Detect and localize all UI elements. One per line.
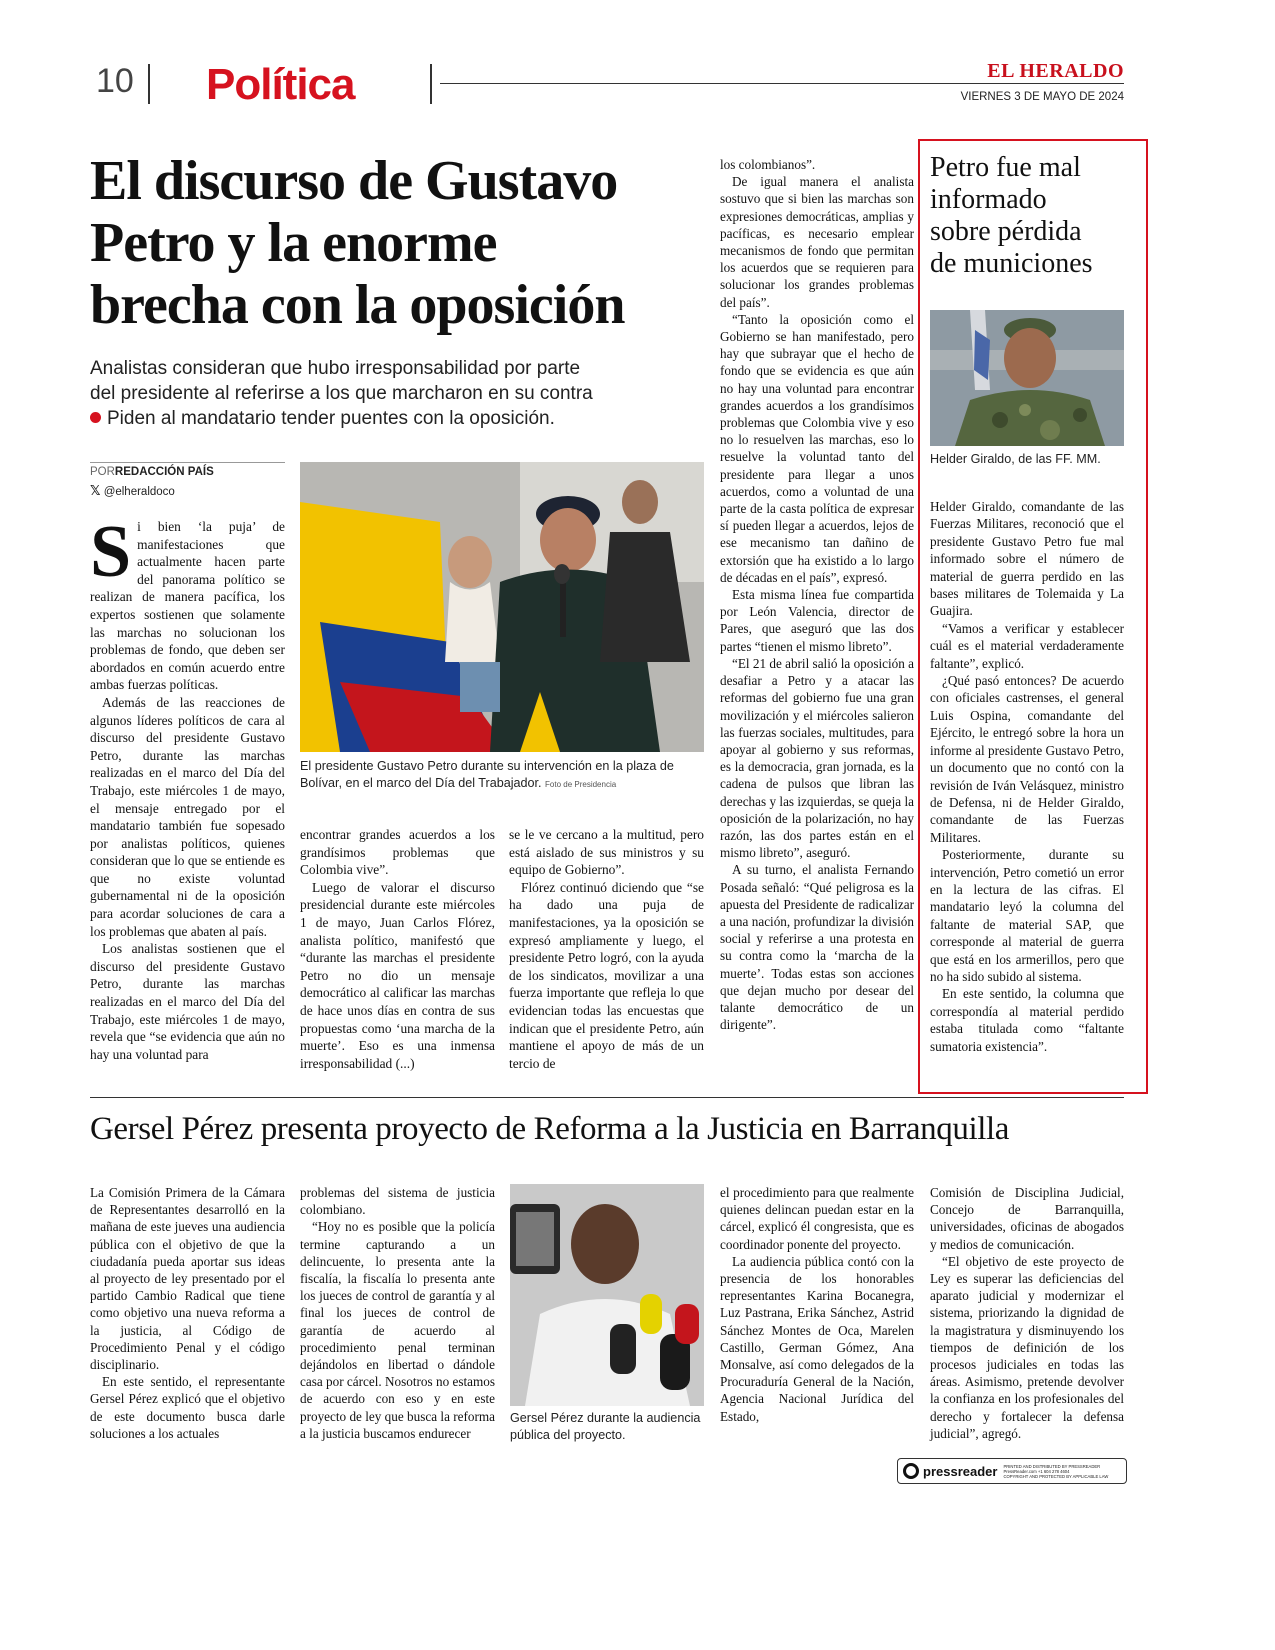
second-col-2: problemas del sistema de justicia colombiano. “Hoy no es posible que la policía termine capturando a un delincuente, lo presenta ante la fiscalía, la fiscalía lo presenta ante los jueces de control de garantía y al final los jueces de control de garantía de acuerdo al procedimiento penal terminan dejándolos en libertad o dándole casa por cárcel. Nosotros no estamos de acuerdo con eso y en este proyecto de ley que busca la reforma a la justicia buscamos endurecer [300, 1185, 495, 1441]
gersel-photo-illustration [510, 1184, 704, 1406]
pressreader-wordmark: pressreader [923, 1463, 998, 1479]
sidebar-body: Helder Giraldo, comandante de las Fuerzas Militares, reconoció que el presidente Gustavo Petro fue mal informado sobre el número de material de guerra perdido en las bases militares de Tolemaida y La Guajira. “Vamos a verificar y establecer cuál es el material verdaderamente faltante”, explicó. ¿Qué pasó entonces? De acuerdo con oficiales castrenses, el general Luis Ospina, comandante del Ejército, le entregó sobre la hora un informe al presidente Gustavo Petro, un documento que no contó con la revisión de Iván Velásquez, ministro de Defensa, ni de Helder Giraldo, comandante de las Fuerzas Militares. Posteriormente, durante su intervención, Petro cometió un error en la lectura de las cifras. El mandatario leyó la columna del faltante de material SAP, que corresponde al material de guerra que está en los armerillos, pero que no ha sido subido al sistema. En este sentido, la columna que correspondía al material perdido estaba titulada como “faltante sumatoria existencia”. [930, 499, 1124, 1054]
byline-x-handle[interactable] [90, 483, 175, 499]
petro-photo-illustration [300, 462, 704, 752]
second-col-1: La Comisión Primera de la Cámara de Representantes desarrolló en la mañana de este jueves una audiencia pública con el objetivo de que la ciudadanía pueda aportar sus ideas al proyecto de ley presentado por el partido Cambio Radical que tiene como objetivo una nueva reforma a la justicia, al Código de Procedimiento Penal y el código disciplinario. En este sentido, el representante Gersel Pérez explicó que el objetivo de este documento busca darle soluciones a los actuales [90, 1185, 285, 1441]
main-headline: El discurso de Gustavo Petro y la enorme brecha con la oposición [90, 150, 625, 336]
section-rule [90, 1097, 1124, 1098]
header-rule [440, 83, 1124, 84]
second-headline: Gersel Pérez presenta proyecto de Reforma a la Justicia en Barranquilla [90, 1111, 1010, 1147]
gersel-perez-photo [510, 1184, 704, 1406]
x-logo-icon: 𝕏 [90, 483, 101, 498]
second-col-5: Comisión de Disciplina Judicial, Concejo de Barranquilla, universidades, oficinas de abogados y medios de comunicación. “El objetivo de este proyecto de Ley es superar las deficiencias del aparato judicial y modernizar el sistema, priorizando la dignidad de la magistratura y disminuyendo los tiempos de definición de los procesos judiciales en todas las áreas. Asimismo, pretende devolver la confianza en los profesionales del derecho y fortalecer la defensa judicial”, agregó. [930, 1185, 1124, 1441]
helder-photo-illustration [930, 310, 1124, 446]
photo-credit: Foto de Presidencia [545, 780, 617, 789]
pressreader-badge[interactable] [897, 1458, 1127, 1484]
page-number: 10 [96, 62, 134, 100]
header-divider-2 [430, 64, 432, 104]
second-photo-caption: Gersel Pérez durante la audiencia pública del proyecto. [510, 1411, 701, 1442]
main-col-2: encontrar grandes acuerdos a los grandísimos problemas que Colombia vive”. Luego de valorar el discurso presidencial durante este miércoles 1 de mayo, Juan Carlos Flórez, analista político, manifestó que “durante las marchas el presidente Petro no dio un mensaje democrático al calificar las marchas de hace unos días en contra de sus propuestas como ‘una marcha de la muerte’. Eso es una inmensa irresponsabilidad (...) [300, 827, 495, 1071]
byline [90, 466, 285, 478]
drop-cap: S [90, 511, 132, 593]
bullet-icon [90, 412, 101, 423]
header-divider-1 [148, 64, 150, 104]
deck-bullet-text: Piden al mandatario tender puentes con la oposición. [107, 408, 555, 429]
main-col-4: los colombianos”. De igual manera el analista sostuvo que si bien las marchas son expresiones democráticas, amplias y pacíficas, es necesario emplear mecanismos de fondo que permitan los acuerdos que se requieren para solucionar los grandes problemas del país”. “Tanto la oposición como el Gobierno se han manifestado, pero hay que subrayar que el hecho de fondo que se evidencia es que aún no hay una voluntad para encontrar grandes acuerdos a los grandísimos problemas que Colombia vive y eso no lo resuelven las marchas, eso lo resuelve la voluntad tanto del presidente para llegar a unos acuerdos, como a voluntad de una parte de la casta política de expresar sí pueden llegar a acuerdos, lejos de ese mecanismo tan dañino de extorsión que ha existido a lo largo de décadas en el país”, expresó. Esta misma línea fue compartida por León Valencia, director de Pares, que aseguró que las dos partes “tienen el mismo libreto”. “El 21 de abril salió la oposición a desafiar a Petro y a atacar las reformas del gobierno fue una gran movilización y el miércoles salieron las fuerzas sociales, multitudes, para apoyar al gobierno y sus reformas, es la democracia, gran jornada, es la cadena de pulsos que libran las derechas y las izquierdas, se queja la oposición de la polarización, no hay razón, las dos partes están en el mismo libreto”, aseguró. A su turno, el analista Fernando Posada señaló: “Qué peligrosa es la apuesta del Presidente de radicalizar a una nación, profundizar la división social y referirse a una protesta en su contra como la ‘marcha de la muerte’. Todas estas son acciones que dejan mucho por desear del talante democrático de un dirigente”. [720, 157, 915, 1033]
brand-logo: EL HERALDO [987, 60, 1124, 82]
helder-giraldo-photo [930, 310, 1124, 446]
sidebar-headline: Petro fue mal informado sobre pérdida de municiones [930, 152, 1093, 279]
byline-prefix: POR [90, 466, 115, 478]
pressreader-fineprint: PRINTED AND DISTRIBUTED BY PRESSREADER PressReader.com +1 604 278 4604 COPYRIGHT AND PROTECTED BY APPLICABLE LAW [1003, 1463, 1109, 1479]
main-col-1: Si bien ‘la puja’ de manifestaciones que actualmente hacen parte del panorama político se realizan de manera pacífica, los expertos sostienen que solamente las marchas no solucionan los problemas de fondo, que deben ser abordados en común acuerdo entre ambas fuerzas políticas. Además de las reacciones de algunos líderes políticos de cara al discurso del presidente Gustavo Petro, durante las marchas realizadas en el marco del Día del Trabajo, este miércoles 1 de mayo, el mensaje entregado por el mandatario también fue sopesado por analistas políticos, quienes consideran que lo que se entiende es que no existe voluntad gubernamental ni de la oposición para acordar soluciones de cara a los problemas que abaten al país. Los analistas sostienen que el discurso del presidente Gustavo Petro, durante las marchas realizadas en el marco del Día del Trabajo, este miércoles 1 de mayo, revela que “se evidencia que aún no hay una voluntad para [90, 511, 285, 1062]
main-deck: Analistas consideran que hubo irresponsabilidad por parte del presidente al referirse a los que marcharon en su contra Piden al mandatario tender puentes con la oposición. [90, 358, 593, 429]
byline-rule [90, 462, 285, 463]
pressreader-logo-icon [903, 1463, 919, 1479]
second-col-4: el procedimiento para que realmente quienes delincan puedan estar en la cárcel, explicó él congresista, que es coordinador ponente del proyecto. La audiencia pública contó con la presencia de los honorables representantes Karina Bocanegra, Luz Pastrana, Erika Sánchez, Astrid Sánchez Montes de Oca, Marelen Castillo, German Gómez, Ana Monsalve, así como delegados de la Procuraduría General de la Nación, Agencia Nacional Jurídica del Estado, [720, 1185, 914, 1424]
byline-author: REDACCIÓN PAÍS [114, 466, 214, 478]
main-col-3: se le ve cercano a la multitud, pero está aislado de sus ministros y su equipo de Gobierno”. Flórez continuó diciendo que “se ha dado una puja de manifestaciones, ya la oposición se expresó ampliamente y luego, el presidente Petro logró, con la ayuda de los sindicatos, movilizar a una fuerza importante que refleja lo que evidencian todas las encuestas que indican que el presidente Petro, aún mantiene el apoyo de más de un tercio de [509, 827, 704, 1071]
petro-speech-photo [300, 462, 704, 752]
byline-handle-text: @elheraldoco [103, 486, 175, 498]
sidebar-photo-caption: Helder Giraldo, de las FF. MM. [930, 452, 1101, 466]
section-title: Política [206, 60, 355, 109]
main-photo-caption: El presidente Gustavo Petro durante su intervención en la plaza de Bolívar, en el marco del Día del Trabajador. Foto de Presidencia [300, 759, 674, 790]
edition-date: VIERNES 3 DE MAYO DE 2024 [960, 91, 1124, 103]
